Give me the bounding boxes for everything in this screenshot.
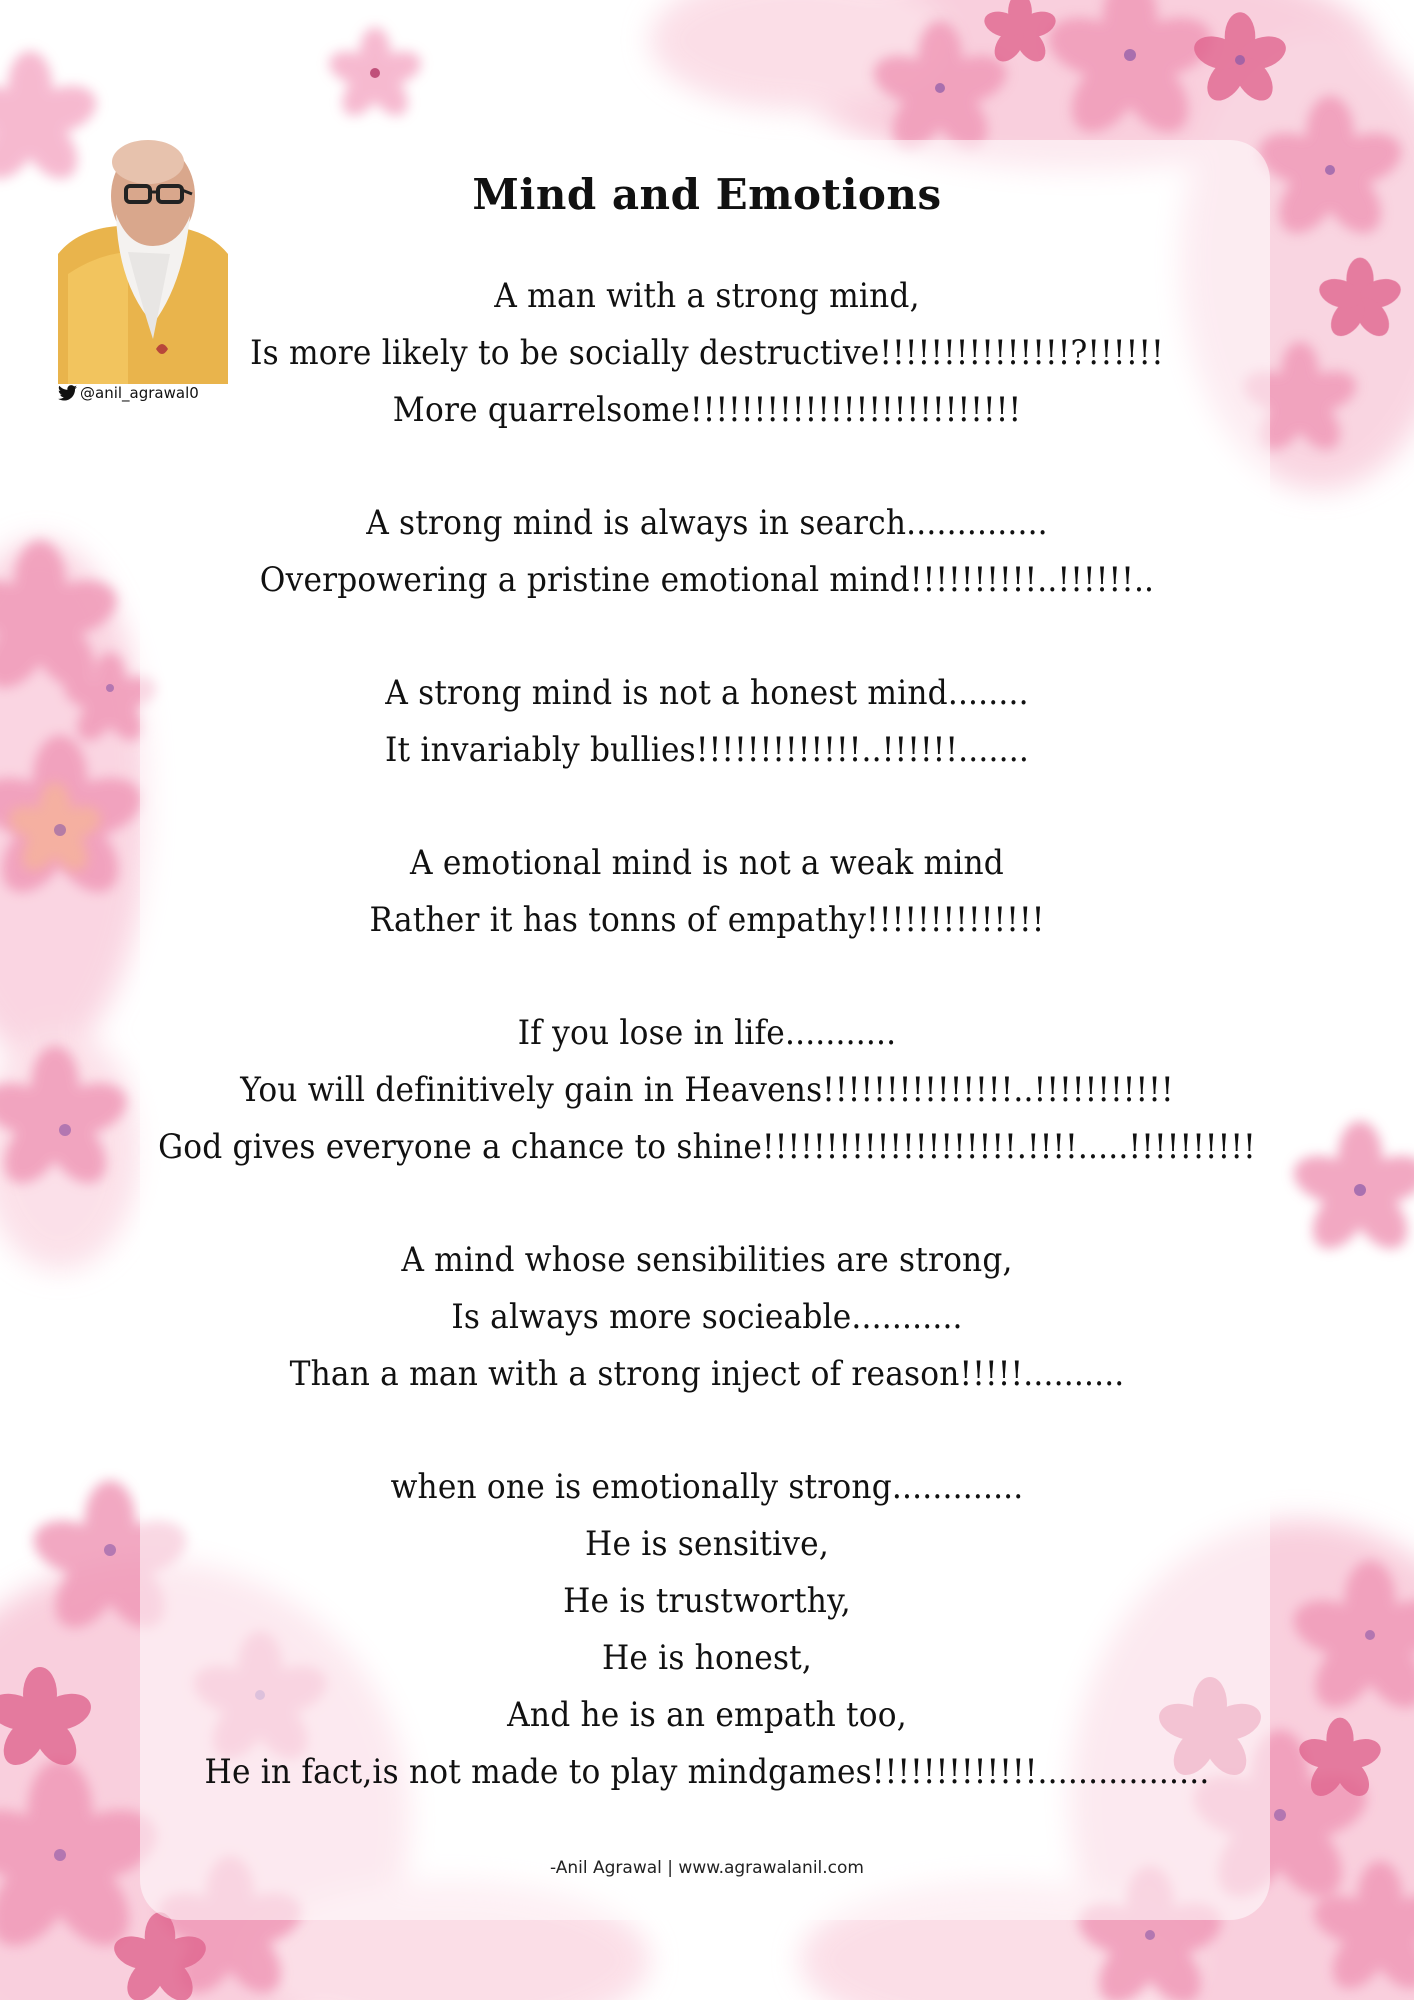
stanza-7 [0,1459,1414,1801]
poem-line: He in fact,is not made to play mindgames!!!!!!!!!!!!!................. [204,1752,1210,1792]
poem-title: Mind and Emotions [472,170,942,219]
poem-line: God gives everyone a chance to shine!!!!!!!!!!!!!!!!!!!!.!!!!.....!!!!!!!!!! [158,1127,1256,1167]
poem-line: He is sensitive, [585,1524,829,1564]
stanza-3 [0,665,1414,779]
poem-line: A mind whose sensibilities are strong, [401,1240,1013,1280]
poem-line: He is trustworthy, [563,1581,851,1621]
handle-text: @anil_agrawal0 [80,384,199,402]
stanza-1 [0,268,1414,439]
poem-line: You will definitively gain in Heavens!!!!!!!!!!!!!!!..!!!!!!!!!!! [240,1070,1174,1110]
poem-line: Overpowering a pristine emotional mind!!!!!!!!!!..!!!!!!.. [259,560,1155,600]
stanza-2 [0,495,1414,609]
poem-line: If you lose in life........... [517,1013,897,1053]
poem-body [0,268,1414,1857]
poem-line: A emotional mind is not a weak mind [409,843,1004,883]
author-credit: -Anil Agrawal | www.agrawalanil.com [550,1858,864,1878]
stanza-4 [0,835,1414,949]
poem-line: A strong mind is not a honest mind........ [385,673,1029,713]
poem-line: And he is an empath too, [507,1695,907,1735]
poem-line: It invariably bullies!!!!!!!!!!!!!..!!!!!!....... [385,730,1029,770]
poem-line: when one is emotionally strong............. [390,1467,1024,1507]
poem-line: Is always more socieable........... [451,1297,963,1337]
stanza-6 [0,1232,1414,1403]
poem-line: More quarrelsome!!!!!!!!!!!!!!!!!!!!!!!!!! [392,390,1022,430]
poem-line: Is more likely to be socially destructive!!!!!!!!!!!!!!!?!!!!!! [250,333,1164,373]
poem-line: A man with a strong mind, [494,276,920,316]
stanza-5 [0,1005,1414,1176]
poem-line: Than a man with a strong inject of reason!!!!!.......... [289,1354,1125,1394]
poem-line: Rather it has tonns of empathy!!!!!!!!!!!!!! [369,900,1045,940]
poem-line: He is honest, [601,1638,813,1678]
poem-line: A strong mind is always in search.............. [366,503,1048,543]
